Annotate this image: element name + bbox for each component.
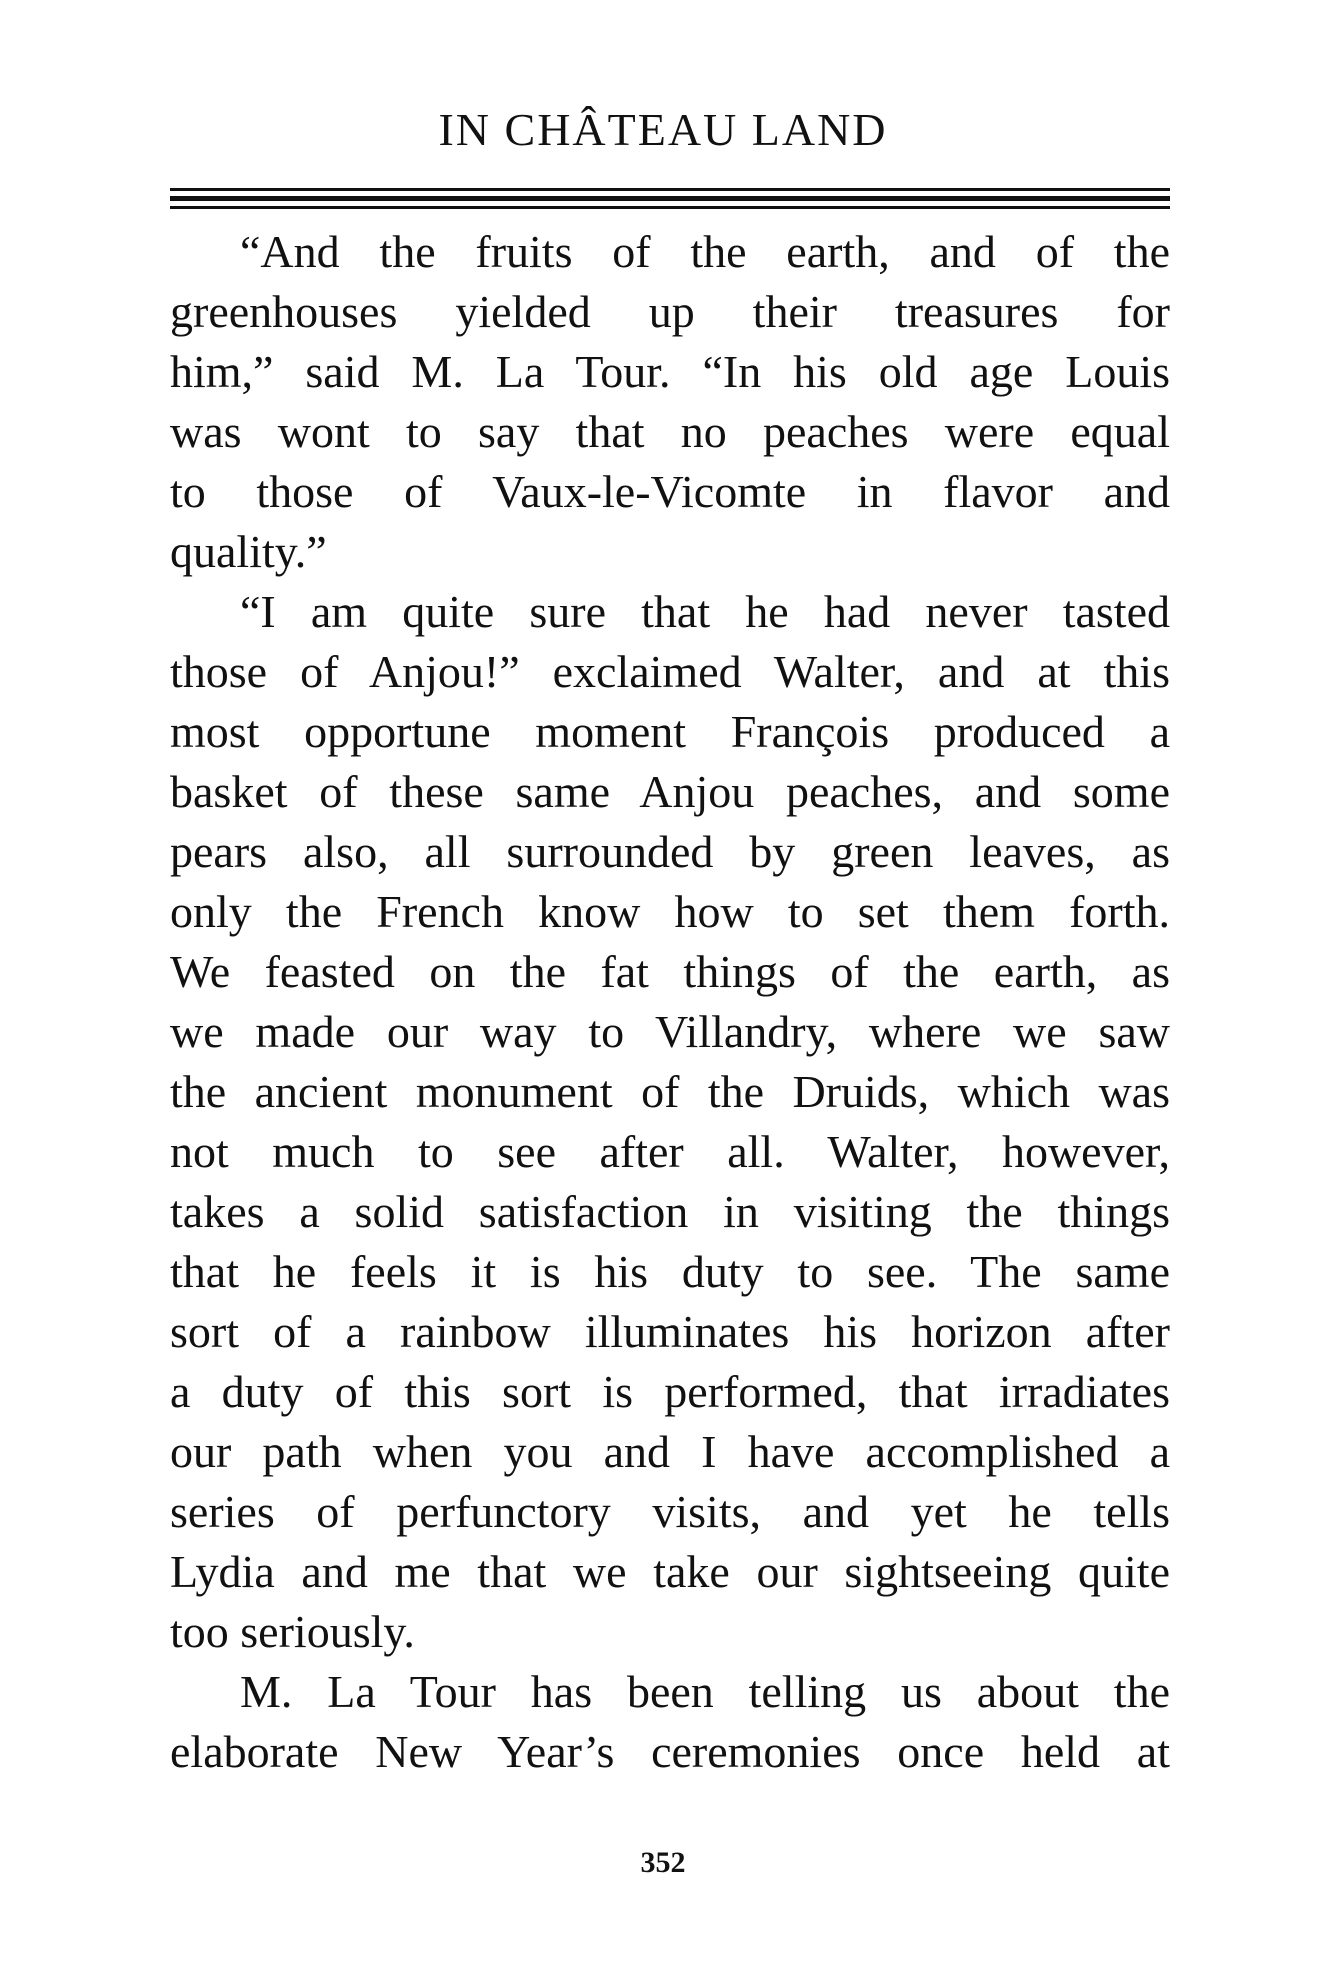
text-line: “I am quite sure that he had never tasted — [240, 586, 1170, 637]
text-line: the ancient monument of the Druids, which was — [170, 1066, 1170, 1117]
text-line: only the French know how to set them forth. — [170, 886, 1170, 937]
page-number: 352 — [640, 1846, 686, 1879]
text-line: our path when you and I have accomplished a — [170, 1426, 1170, 1477]
text-line: not much to see after all. Walter, however, — [170, 1126, 1170, 1177]
text-line: a duty of this sort is performed, that irradiates — [170, 1366, 1170, 1417]
text-line: those of Anjou!” exclaimed Walter, and at this — [170, 646, 1170, 697]
text-line: Lydia and me that we take our sightseeing quite — [170, 1546, 1170, 1597]
text-line: elaborate New Year’s ceremonies once held at — [170, 1726, 1170, 1777]
body-text — [170, 222, 1170, 1782]
text-line: to those of Vaux-le-Vicomte in flavor and — [170, 466, 1170, 517]
text-line: him,” said M. La Tour. “In his old age Louis — [170, 346, 1170, 397]
text-line: M. La Tour has been telling us about the — [240, 1666, 1170, 1717]
text-line: pears also, all surrounded by green leaves, as — [170, 826, 1170, 877]
text-line: quality.” — [170, 526, 327, 577]
header-rule-top — [170, 188, 1170, 191]
text-line: takes a solid satisfaction in visiting the things — [170, 1186, 1170, 1237]
text-line: “And the fruits of the earth, and of the — [240, 226, 1170, 277]
header-rule-middle — [170, 196, 1170, 201]
text-line: greenhouses yielded up their treasures for — [170, 286, 1170, 337]
text-line: series of perfunctory visits, and yet he tells — [170, 1486, 1170, 1537]
header-rule-bottom — [170, 206, 1170, 209]
text-line: We feasted on the fat things of the earth, as — [170, 946, 1170, 997]
text-line: was wont to say that no peaches were equal — [170, 406, 1170, 457]
text-line: we made our way to Villandry, where we saw — [170, 1006, 1170, 1057]
text-line: sort of a rainbow illuminates his horizon after — [170, 1306, 1170, 1357]
text-line: basket of these same Anjou peaches, and some — [170, 766, 1170, 817]
running-title: IN CHÂTEAU LAND — [438, 104, 888, 155]
text-line: that he feels it is his duty to see. The same — [170, 1246, 1170, 1297]
text-line: too seriously. — [170, 1606, 415, 1657]
text-line: most opportune moment François produced a — [170, 706, 1170, 757]
